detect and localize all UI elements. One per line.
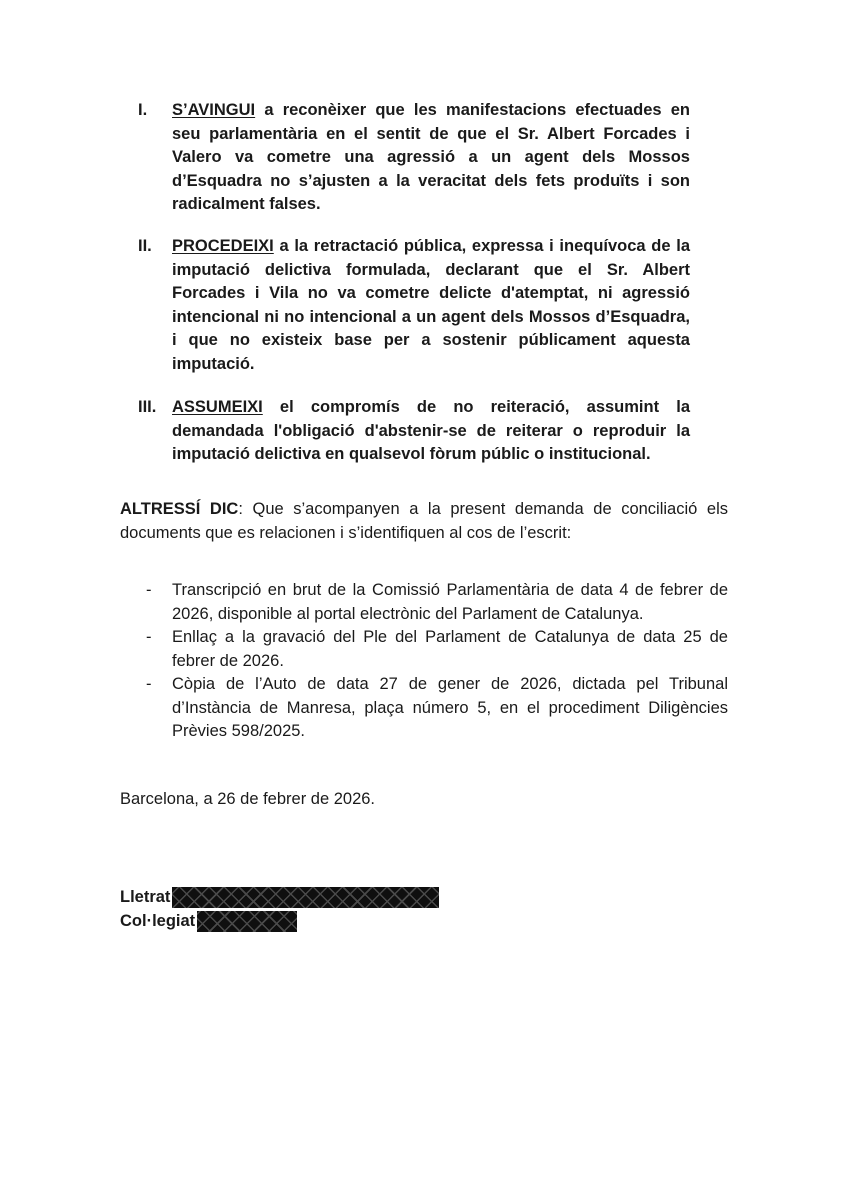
list-item-text: Enllaç a la gravació del Ple del Parlament de Catalunya de data 25 de febrer de 2026. <box>172 628 728 670</box>
clause-2 <box>120 235 690 376</box>
altressi-text: : Que s’acompanyen a la present demanda de conciliació els documents que es relacionen i s’identifiquen al cos de l’escrit: <box>120 500 728 542</box>
list-item <box>120 626 728 673</box>
altressi-label: ALTRESSÍ DIC <box>120 500 239 518</box>
clause-numeral: III. <box>138 398 157 416</box>
redacted-lawyer-name <box>172 887 439 908</box>
clause-text <box>172 235 690 376</box>
lawyer-label: Lletrat <box>120 888 171 906</box>
list-item-text: Transcripció en brut de la Comissió Parlamentària de data 4 de febrer de 2026, disponible al portal electrònic del Parlament de Catalunya. <box>172 581 728 623</box>
documents-list <box>120 579 728 744</box>
list-dash: - <box>146 675 152 693</box>
list-item-text: Còpia de l’Auto de data 27 de gener de 2026, dictada pel Tribunal d’Instància de Manresa, plaça número 5, en el procediment Diligències Prèvies 598/2025. <box>172 675 728 740</box>
redacted-collegiate-number <box>197 911 297 932</box>
clause-keyword: ASSUMEIXI <box>172 398 263 416</box>
collegiate-label: Col·legiat <box>120 912 196 930</box>
clause-text <box>172 396 690 467</box>
clause-body: el compromís de no reiteració, assumint la demandada l'obligació d'abstenir-se de reiterar o reproduir la imputació delictiva en qualsevol fòrum públic o institucional. <box>172 398 690 463</box>
clause-body: a la retractació pública, expressa i inequívoca de la imputació delictiva formulada, declarant que el Sr. Albert Forcades i Vila no va cometre delicte d'atemptat, ni agressió intencional ni no intencional a un agent dels Mossos d’Esquadra, i que no existeix base per a sostenir públicament aquesta imputació. <box>172 237 690 373</box>
lawyer-line <box>120 886 439 909</box>
place-date: Barcelona, a 26 de febrer de 2026. <box>120 790 376 808</box>
clause-text <box>172 99 690 217</box>
clause-numeral: II. <box>138 237 152 255</box>
clause-keyword: PROCEDEIXI <box>172 237 274 255</box>
clause-3 <box>120 396 690 467</box>
clause-body: a reconèixer que les manifestacions efectuades en seu parlamentària en el sentit de que el Sr. Albert Forcades i Valero va cometre una agressió a un agent dels Mossos d’Esquadra no s’ajusten a la veracitat dels fets produïts i son radicalment falses. <box>172 101 690 213</box>
list-dash: - <box>146 628 152 646</box>
clause-1 <box>120 99 690 217</box>
collegiate-line <box>120 910 297 933</box>
altressi-paragraph <box>120 498 728 545</box>
list-dash: - <box>146 581 152 599</box>
clause-numeral: I. <box>138 101 148 119</box>
clause-keyword: S’AVINGUI <box>172 101 256 119</box>
list-item <box>120 673 728 744</box>
list-item <box>120 579 728 626</box>
